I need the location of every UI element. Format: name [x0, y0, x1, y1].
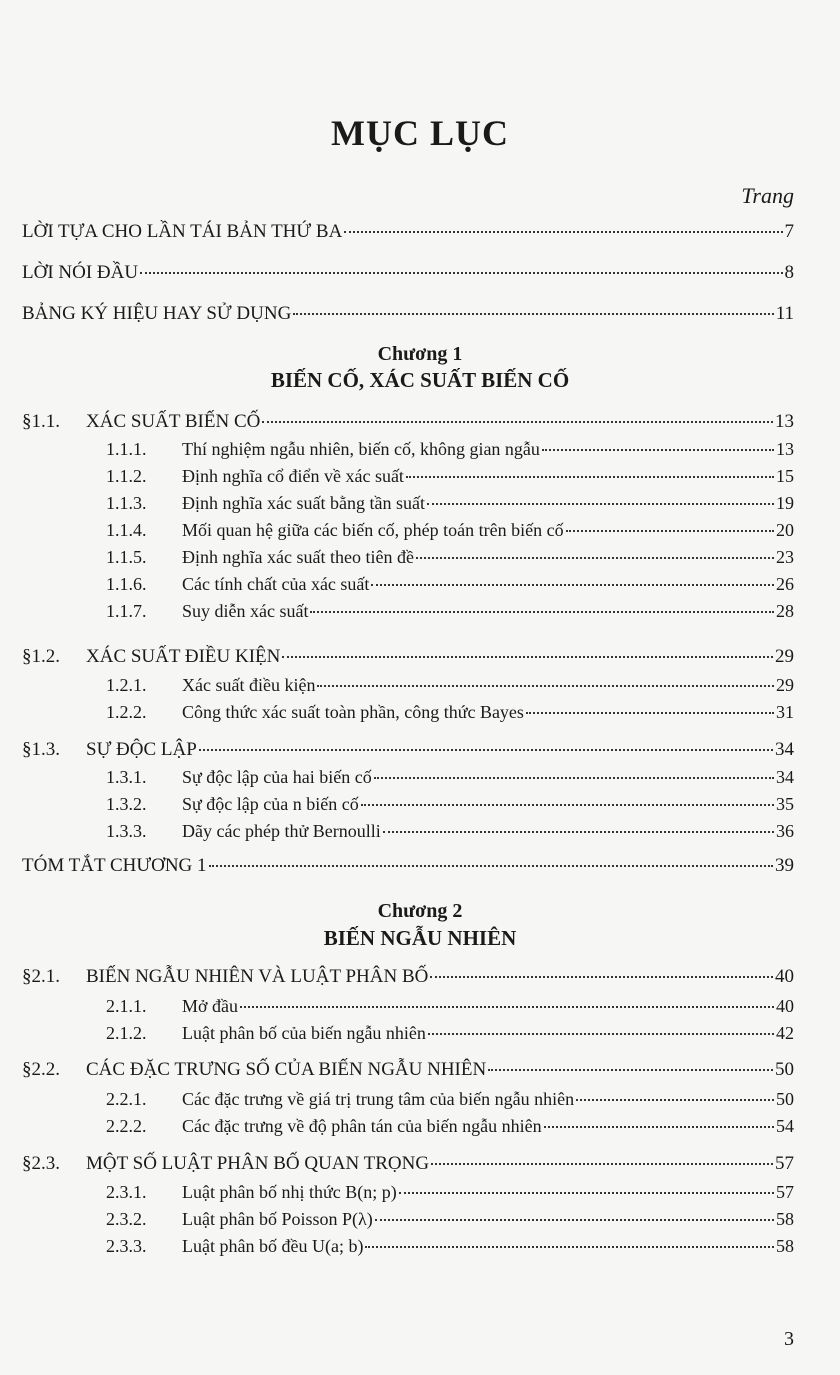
leader-dots — [399, 1192, 774, 1194]
toc-item-1-1-4[interactable]: 1.1.4. Mối quan hệ giữa các biến cố, phép toán trên biến cố 20 — [106, 520, 794, 540]
toc-item-1-3-1[interactable]: 1.3.1. Sự độc lập của hai biến cố 34 — [106, 767, 794, 787]
toc-item-2-3-2[interactable]: 2.3.2. Luật phân bố Poisson P(λ) 58 — [106, 1209, 794, 1229]
toc-section-1-2[interactable]: §1.2. XÁC SUẤT ĐIỀU KIỆN 29 — [22, 646, 794, 667]
leader-dots — [209, 865, 773, 867]
toc-item-2-2-1[interactable]: 2.2.1. Các đặc trưng về giá trị trung tâm của biến ngẫu nhiên 50 — [106, 1089, 794, 1109]
leader-dots — [317, 685, 774, 687]
toc-item-2-3-1[interactable]: 2.3.1. Luật phân bố nhị thức B(n; p) 57 — [106, 1182, 794, 1202]
toc-item-1-1-5[interactable]: 1.1.5. Định nghĩa xác suất theo tiên đề 23 — [106, 547, 794, 567]
toc-item-2-1-2[interactable]: 2.1.2. Luật phân bố của biến ngẫu nhiên 42 — [106, 1023, 794, 1043]
toc-section-2-3[interactable]: §2.3. MỘT SỐ LUẬT PHÂN BỐ QUAN TRỌNG 57 — [22, 1153, 794, 1174]
leader-dots — [365, 1246, 774, 1248]
leader-dots — [416, 557, 774, 559]
leader-dots — [431, 1163, 773, 1165]
chapter-2-heading: Chương 2 — [377, 900, 463, 922]
toc-entry-summary-1[interactable]: TÓM TẮT CHƯƠNG 1 39 — [22, 855, 794, 876]
toc-item-1-1-7[interactable]: 1.1.7. Suy diễn xác suất 28 — [106, 601, 794, 621]
leader-dots — [375, 1219, 774, 1221]
toc-entry-symbols[interactable]: BẢNG KÝ HIỆU HAY SỬ DỤNG 11 — [22, 303, 794, 324]
page-column-label: Trang — [741, 183, 794, 208]
page-number: 3 — [784, 1328, 794, 1350]
leader-dots — [406, 476, 774, 478]
toc-section-2-1[interactable]: §2.1. BIẾN NGẪU NHIÊN VÀ LUẬT PHÂN BỐ 40 — [22, 966, 794, 987]
leader-dots — [383, 831, 774, 833]
leader-dots — [566, 530, 774, 532]
leader-dots — [544, 1126, 774, 1128]
leader-dots — [428, 1033, 774, 1035]
leader-dots — [282, 656, 773, 658]
toc-item-1-2-2[interactable]: 1.2.2. Công thức xác suất toàn phần, công thức Bayes 31 — [106, 702, 794, 722]
toc-item-1-1-3[interactable]: 1.1.3. Định nghĩa xác suất bằng tần suất 19 — [106, 493, 794, 513]
leader-dots — [240, 1006, 774, 1008]
toc-item-1-1-1[interactable]: 1.1.1. Thí nghiệm ngẫu nhiên, biến cố, không gian ngẫu 13 — [106, 439, 794, 459]
leader-dots — [542, 449, 774, 451]
toc-item-1-2-1[interactable]: 1.2.1. Xác suất điều kiện 29 — [106, 675, 794, 695]
leader-dots — [526, 712, 774, 714]
leader-dots — [262, 421, 773, 423]
toc-entry-preface[interactable]: LỜI NÓI ĐẦU 8 — [22, 262, 794, 283]
toc-item-1-1-6[interactable]: 1.1.6. Các tính chất của xác suất 26 — [106, 574, 794, 594]
toc-item-2-3-3[interactable]: 2.3.3. Luật phân bố đều U(a; b) 58 — [106, 1236, 794, 1256]
leader-dots — [488, 1069, 773, 1071]
toc-section-1-1[interactable]: §1.1. XÁC SUẤT BIẾN CỐ 13 — [22, 411, 794, 432]
leader-dots — [371, 584, 774, 586]
leader-dots — [430, 976, 773, 978]
toc-item-1-3-3[interactable]: 1.3.3. Dãy các phép thử Bernoulli 36 — [106, 821, 794, 841]
toc-item-1-3-2[interactable]: 1.3.2. Sự độc lập của n biến cố 35 — [106, 794, 794, 814]
leader-dots — [199, 749, 773, 751]
toc-section-1-3[interactable]: §1.3. SỰ ĐỘC LẬP 34 — [22, 739, 794, 760]
chapter-2-title: BIẾN NGẪU NHIÊN — [323, 926, 517, 950]
leader-dots — [576, 1099, 774, 1101]
leader-dots — [374, 777, 774, 779]
toc-entry-preface-reprint[interactable]: LỜI TỰA CHO LẦN TÁI BẢN THỨ BA 7 — [22, 221, 794, 242]
toc-item-2-1-1[interactable]: 2.1.1. Mở đầu 40 — [106, 996, 794, 1016]
leader-dots — [427, 503, 774, 505]
leader-dots — [140, 272, 782, 274]
toc-item-2-2-2[interactable]: 2.2.2. Các đặc trưng về độ phân tán của biến ngẫu nhiên 54 — [106, 1116, 794, 1136]
chapter-1-heading: Chương 1 — [377, 343, 463, 365]
leader-dots — [293, 313, 773, 315]
page-title: MỤC LỤC — [331, 113, 509, 153]
leader-dots — [344, 231, 782, 233]
toc-item-1-1-2[interactable]: 1.1.2. Định nghĩa cổ điển về xác suất 15 — [106, 466, 794, 486]
leader-dots — [361, 804, 774, 806]
toc-section-2-2[interactable]: §2.2. CÁC ĐẶC TRƯNG SỐ CỦA BIẾN NGẪU NHIÊN 50 — [22, 1059, 794, 1080]
chapter-1-title: BIẾN CỐ, XÁC SUẤT BIẾN CỐ — [270, 368, 570, 392]
leader-dots — [310, 611, 774, 613]
